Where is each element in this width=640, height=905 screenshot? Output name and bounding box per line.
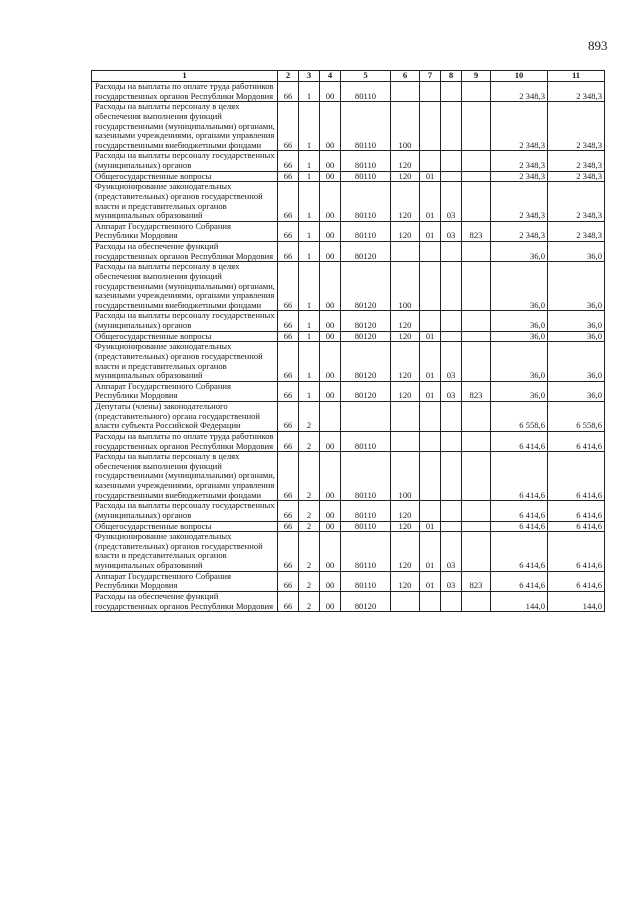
- amount-alt-cell: 6 414,6: [548, 521, 605, 532]
- amount-alt-cell: 36,0: [548, 262, 605, 311]
- ministry-code-cell: [462, 431, 491, 451]
- section-code-cell: 1: [299, 381, 320, 401]
- section-code-cell: 2: [299, 571, 320, 591]
- amount-cell: 2 348,3: [491, 182, 548, 222]
- section-code-cell: 1: [299, 242, 320, 262]
- sub-code-cell: 00: [320, 571, 341, 591]
- row-name-cell: Расходы на выплаты персоналу в целях обеспечения выполнения функций государственными (муниципальными) органами, казенными учреждениями, органами управления государственными внебюджетными фондами: [92, 452, 278, 501]
- table-row: [92, 311, 605, 331]
- table-row: [92, 431, 605, 451]
- amount-alt-cell: 36,0: [548, 311, 605, 331]
- item-code-cell: 80110: [341, 151, 391, 171]
- expense-type-cell: 120: [391, 342, 420, 382]
- row-name-cell: Расходы на выплаты персоналу государственных (муниципальных) органов: [92, 311, 278, 331]
- subsection-cell: [441, 501, 462, 521]
- sub-code-cell: 00: [320, 151, 341, 171]
- item-code-cell: 80110: [341, 571, 391, 591]
- section-code-cell: 1: [299, 151, 320, 171]
- section-cell: [420, 591, 441, 611]
- section-cell: 01: [420, 331, 441, 342]
- amount-cell: 2 348,3: [491, 221, 548, 241]
- ministry-code-cell: [462, 242, 491, 262]
- amount-alt-cell: 6 414,6: [548, 501, 605, 521]
- sub-code-cell: 00: [320, 82, 341, 102]
- section-cell: [420, 501, 441, 521]
- section-code-cell: 2: [299, 501, 320, 521]
- row-name-cell: Расходы на выплаты персоналу государственных (муниципальных) органов: [92, 501, 278, 521]
- subsection-cell: [441, 171, 462, 182]
- sub-code-cell: 00: [320, 221, 341, 241]
- sub-code-cell: 00: [320, 102, 341, 151]
- amount-cell: 144,0: [491, 591, 548, 611]
- section-code-cell: 2: [299, 452, 320, 501]
- section-cell: [420, 151, 441, 171]
- subsection-cell: [441, 311, 462, 331]
- ministry-code-cell: 823: [462, 221, 491, 241]
- sub-code-cell: 00: [320, 521, 341, 532]
- table-row: [92, 521, 605, 532]
- item-code-cell: 80110: [341, 82, 391, 102]
- amount-cell: 6 414,6: [491, 501, 548, 521]
- amount-alt-cell: 2 348,3: [548, 82, 605, 102]
- item-code-cell: 80120: [341, 381, 391, 401]
- section-cell: 01: [420, 221, 441, 241]
- section-cell: [420, 452, 441, 501]
- item-code-cell: 80120: [341, 331, 391, 342]
- expense-type-cell: [391, 242, 420, 262]
- ministry-code-cell: [462, 342, 491, 382]
- subsection-cell: 03: [441, 532, 462, 572]
- row-name-cell: Аппарат Государственного Собрания Республики Мордовия: [92, 221, 278, 241]
- section-cell: [420, 102, 441, 151]
- chapter-code-cell: 66: [278, 521, 299, 532]
- section-code-cell: 1: [299, 221, 320, 241]
- column-header: 11: [548, 71, 605, 82]
- chapter-code-cell: 66: [278, 571, 299, 591]
- amount-alt-cell: 2 348,3: [548, 171, 605, 182]
- amount-cell: 6 414,6: [491, 532, 548, 572]
- row-name-cell: Расходы на выплаты по оплате труда работников государственных органов Республики Мордовия: [92, 82, 278, 102]
- section-code-cell: 1: [299, 102, 320, 151]
- expense-type-cell: 120: [391, 381, 420, 401]
- item-code-cell: 80110: [341, 521, 391, 532]
- sub-code-cell: 00: [320, 171, 341, 182]
- table-header-row: [92, 71, 605, 82]
- table-row: [92, 151, 605, 171]
- section-cell: [420, 262, 441, 311]
- amount-alt-cell: 2 348,3: [548, 102, 605, 151]
- amount-alt-cell: 6 414,6: [548, 532, 605, 572]
- row-name-cell: Расходы на выплаты персоналу государственных (муниципальных) органов: [92, 151, 278, 171]
- expense-type-cell: 120: [391, 171, 420, 182]
- chapter-code-cell: 66: [278, 431, 299, 451]
- subsection-cell: [441, 402, 462, 432]
- ministry-code-cell: [462, 182, 491, 222]
- budget-table: [91, 70, 605, 612]
- expense-type-cell: [391, 402, 420, 432]
- sub-code-cell: 00: [320, 591, 341, 611]
- amount-cell: 2 348,3: [491, 151, 548, 171]
- expense-type-cell: 120: [391, 532, 420, 572]
- chapter-code-cell: 66: [278, 171, 299, 182]
- ministry-code-cell: [462, 102, 491, 151]
- ministry-code-cell: [462, 262, 491, 311]
- chapter-code-cell: 66: [278, 342, 299, 382]
- section-cell: 01: [420, 342, 441, 382]
- row-name-cell: Расходы на обеспечение функций государственных органов Республики Мордовия: [92, 242, 278, 262]
- subsection-cell: [441, 262, 462, 311]
- item-code-cell: 80110: [341, 182, 391, 222]
- amount-cell: 36,0: [491, 342, 548, 382]
- ministry-code-cell: [462, 452, 491, 501]
- sub-code-cell: 00: [320, 501, 341, 521]
- ministry-code-cell: 823: [462, 381, 491, 401]
- row-name-cell: Депутаты (члены) законодательного (представительного) органа государственной власти субъекта Российской Федерации: [92, 402, 278, 432]
- subsection-cell: 03: [441, 182, 462, 222]
- amount-alt-cell: 144,0: [548, 591, 605, 611]
- expense-type-cell: 120: [391, 501, 420, 521]
- chapter-code-cell: 66: [278, 262, 299, 311]
- item-code-cell: 80120: [341, 242, 391, 262]
- section-cell: 01: [420, 521, 441, 532]
- subsection-cell: [441, 431, 462, 451]
- amount-cell: 36,0: [491, 311, 548, 331]
- row-name-cell: Функционирование законодательных (представительных) органов государственной власти и представительных органов муниципальных образований: [92, 342, 278, 382]
- amount-alt-cell: 2 348,3: [548, 182, 605, 222]
- table-row: [92, 501, 605, 521]
- item-code-cell: 80110: [341, 532, 391, 572]
- chapter-code-cell: 66: [278, 331, 299, 342]
- column-header: 8: [441, 71, 462, 82]
- amount-cell: 2 348,3: [491, 171, 548, 182]
- section-cell: [420, 402, 441, 432]
- subsection-cell: [441, 452, 462, 501]
- section-cell: 01: [420, 571, 441, 591]
- ministry-code-cell: [462, 402, 491, 432]
- item-code-cell: 80110: [341, 102, 391, 151]
- section-code-cell: 2: [299, 402, 320, 432]
- table-row: [92, 381, 605, 401]
- sub-code-cell: 00: [320, 381, 341, 401]
- section-cell: 01: [420, 182, 441, 222]
- expense-type-cell: 120: [391, 311, 420, 331]
- expense-type-cell: 100: [391, 262, 420, 311]
- subsection-cell: [441, 591, 462, 611]
- amount-cell: 2 348,3: [491, 102, 548, 151]
- amount-alt-cell: 6 414,6: [548, 571, 605, 591]
- amount-cell: 36,0: [491, 242, 548, 262]
- row-name-cell: Аппарат Государственного Собрания Республики Мордовия: [92, 571, 278, 591]
- section-code-cell: 1: [299, 342, 320, 382]
- table-row: [92, 242, 605, 262]
- subsection-cell: 03: [441, 221, 462, 241]
- amount-cell: 2 348,3: [491, 82, 548, 102]
- table-row: [92, 331, 605, 342]
- expense-type-cell: 120: [391, 571, 420, 591]
- sub-code-cell: 00: [320, 182, 341, 222]
- subsection-cell: [441, 82, 462, 102]
- amount-alt-cell: 6 558,6: [548, 402, 605, 432]
- chapter-code-cell: 66: [278, 501, 299, 521]
- subsection-cell: [441, 102, 462, 151]
- ministry-code-cell: [462, 501, 491, 521]
- row-name-cell: Общегосударственные вопросы: [92, 331, 278, 342]
- chapter-code-cell: 66: [278, 182, 299, 222]
- row-name-cell: Расходы на выплаты персоналу в целях обеспечения выполнения функций государственными (муниципальными) органами, казенными учреждениями, органами управления государственными внебюджетными фондами: [92, 102, 278, 151]
- amount-alt-cell: 36,0: [548, 242, 605, 262]
- amount-alt-cell: 2 348,3: [548, 221, 605, 241]
- amount-alt-cell: 36,0: [548, 381, 605, 401]
- item-code-cell: 80110: [341, 221, 391, 241]
- section-cell: 01: [420, 171, 441, 182]
- row-name-cell: Аппарат Государственного Собрания Республики Мордовия: [92, 381, 278, 401]
- section-code-cell: 2: [299, 532, 320, 572]
- ministry-code-cell: [462, 591, 491, 611]
- ministry-code-cell: [462, 331, 491, 342]
- column-header: 6: [391, 71, 420, 82]
- amount-cell: 6 414,6: [491, 452, 548, 501]
- amount-cell: 36,0: [491, 262, 548, 311]
- chapter-code-cell: 66: [278, 151, 299, 171]
- item-code-cell: 80120: [341, 342, 391, 382]
- page-number: 893: [588, 38, 608, 53]
- amount-cell: 6 414,6: [491, 571, 548, 591]
- ministry-code-cell: [462, 311, 491, 331]
- item-code-cell: 80120: [341, 591, 391, 611]
- sub-code-cell: 00: [320, 452, 341, 501]
- chapter-code-cell: 66: [278, 402, 299, 432]
- section-code-cell: 1: [299, 331, 320, 342]
- row-name-cell: Функционирование законодательных (представительных) органов государственной власти и представительных органов муниципальных образований: [92, 182, 278, 222]
- expense-type-cell: 120: [391, 151, 420, 171]
- sub-code-cell: 00: [320, 532, 341, 572]
- chapter-code-cell: 66: [278, 591, 299, 611]
- row-name-cell: Общегосударственные вопросы: [92, 521, 278, 532]
- item-code-cell: [341, 402, 391, 432]
- section-cell: 01: [420, 532, 441, 572]
- section-cell: [420, 431, 441, 451]
- column-header: 2: [278, 71, 299, 82]
- table-row: [92, 571, 605, 591]
- table-row: [92, 221, 605, 241]
- section-code-cell: 1: [299, 82, 320, 102]
- item-code-cell: 80110: [341, 452, 391, 501]
- column-header: 9: [462, 71, 491, 82]
- section-code-cell: 1: [299, 311, 320, 331]
- item-code-cell: 80120: [341, 262, 391, 311]
- amount-alt-cell: 6 414,6: [548, 431, 605, 451]
- amount-cell: 6 414,6: [491, 521, 548, 532]
- subsection-cell: [441, 151, 462, 171]
- subsection-cell: 03: [441, 381, 462, 401]
- table-row: [92, 262, 605, 311]
- expense-type-cell: 120: [391, 331, 420, 342]
- expense-type-cell: 120: [391, 221, 420, 241]
- amount-cell: 36,0: [491, 331, 548, 342]
- row-name-cell: Функционирование законодательных (представительных) органов государственной власти и представительных органов муниципальных образований: [92, 532, 278, 572]
- ministry-code-cell: [462, 532, 491, 572]
- sub-code-cell: 00: [320, 431, 341, 451]
- expense-type-cell: [391, 431, 420, 451]
- section-cell: [420, 242, 441, 262]
- column-header: 5: [341, 71, 391, 82]
- item-code-cell: 80110: [341, 501, 391, 521]
- section-code-cell: 2: [299, 521, 320, 532]
- sub-code-cell: 00: [320, 311, 341, 331]
- amount-cell: 36,0: [491, 381, 548, 401]
- column-header: 7: [420, 71, 441, 82]
- ministry-code-cell: [462, 171, 491, 182]
- section-code-cell: 1: [299, 182, 320, 222]
- subsection-cell: 03: [441, 342, 462, 382]
- chapter-code-cell: 66: [278, 452, 299, 501]
- sub-code-cell: [320, 402, 341, 432]
- table-row: [92, 102, 605, 151]
- row-name-cell: Общегосударственные вопросы: [92, 171, 278, 182]
- chapter-code-cell: 66: [278, 221, 299, 241]
- ministry-code-cell: [462, 521, 491, 532]
- chapter-code-cell: 66: [278, 532, 299, 572]
- expense-type-cell: [391, 591, 420, 611]
- ministry-code-cell: [462, 82, 491, 102]
- row-name-cell: Расходы на обеспечение функций государственных органов Республики Мордовия: [92, 591, 278, 611]
- section-cell: 01: [420, 381, 441, 401]
- table-row: [92, 82, 605, 102]
- item-code-cell: 80110: [341, 431, 391, 451]
- amount-alt-cell: 36,0: [548, 331, 605, 342]
- row-name-cell: Расходы на выплаты персоналу в целях обеспечения выполнения функций государственными (муниципальными) органами, казенными учреждениями, органами управления государственными внебюджетными фондами: [92, 262, 278, 311]
- subsection-cell: [441, 242, 462, 262]
- column-header: 3: [299, 71, 320, 82]
- expense-type-cell: 120: [391, 521, 420, 532]
- sub-code-cell: 00: [320, 262, 341, 311]
- expense-type-cell: 100: [391, 102, 420, 151]
- chapter-code-cell: 66: [278, 242, 299, 262]
- amount-cell: 6 558,6: [491, 402, 548, 432]
- sub-code-cell: 00: [320, 342, 341, 382]
- chapter-code-cell: 66: [278, 82, 299, 102]
- subsection-cell: [441, 331, 462, 342]
- table-row: [92, 452, 605, 501]
- column-header: 4: [320, 71, 341, 82]
- amount-alt-cell: 2 348,3: [548, 151, 605, 171]
- column-header: 1: [92, 71, 278, 82]
- table-row: [92, 342, 605, 382]
- table-row: [92, 591, 605, 611]
- chapter-code-cell: 66: [278, 311, 299, 331]
- ministry-code-cell: [462, 151, 491, 171]
- column-header: 10: [491, 71, 548, 82]
- expense-type-cell: 100: [391, 452, 420, 501]
- section-cell: [420, 311, 441, 331]
- amount-alt-cell: 36,0: [548, 342, 605, 382]
- amount-alt-cell: 6 414,6: [548, 452, 605, 501]
- subsection-cell: 03: [441, 571, 462, 591]
- sub-code-cell: 00: [320, 331, 341, 342]
- section-code-cell: 2: [299, 591, 320, 611]
- item-code-cell: 80110: [341, 171, 391, 182]
- subsection-cell: [441, 521, 462, 532]
- table-row: [92, 532, 605, 572]
- section-code-cell: 1: [299, 171, 320, 182]
- chapter-code-cell: 66: [278, 381, 299, 401]
- item-code-cell: 80120: [341, 311, 391, 331]
- section-code-cell: 1: [299, 262, 320, 311]
- table-row: [92, 402, 605, 432]
- chapter-code-cell: 66: [278, 102, 299, 151]
- row-name-cell: Расходы на выплаты по оплате труда работников государственных органов Республики Мордовия: [92, 431, 278, 451]
- section-code-cell: 2: [299, 431, 320, 451]
- expense-type-cell: 120: [391, 182, 420, 222]
- sub-code-cell: 00: [320, 242, 341, 262]
- table-row: [92, 182, 605, 222]
- section-cell: [420, 82, 441, 102]
- ministry-code-cell: 823: [462, 571, 491, 591]
- table-row: [92, 171, 605, 182]
- amount-cell: 6 414,6: [491, 431, 548, 451]
- expense-type-cell: [391, 82, 420, 102]
